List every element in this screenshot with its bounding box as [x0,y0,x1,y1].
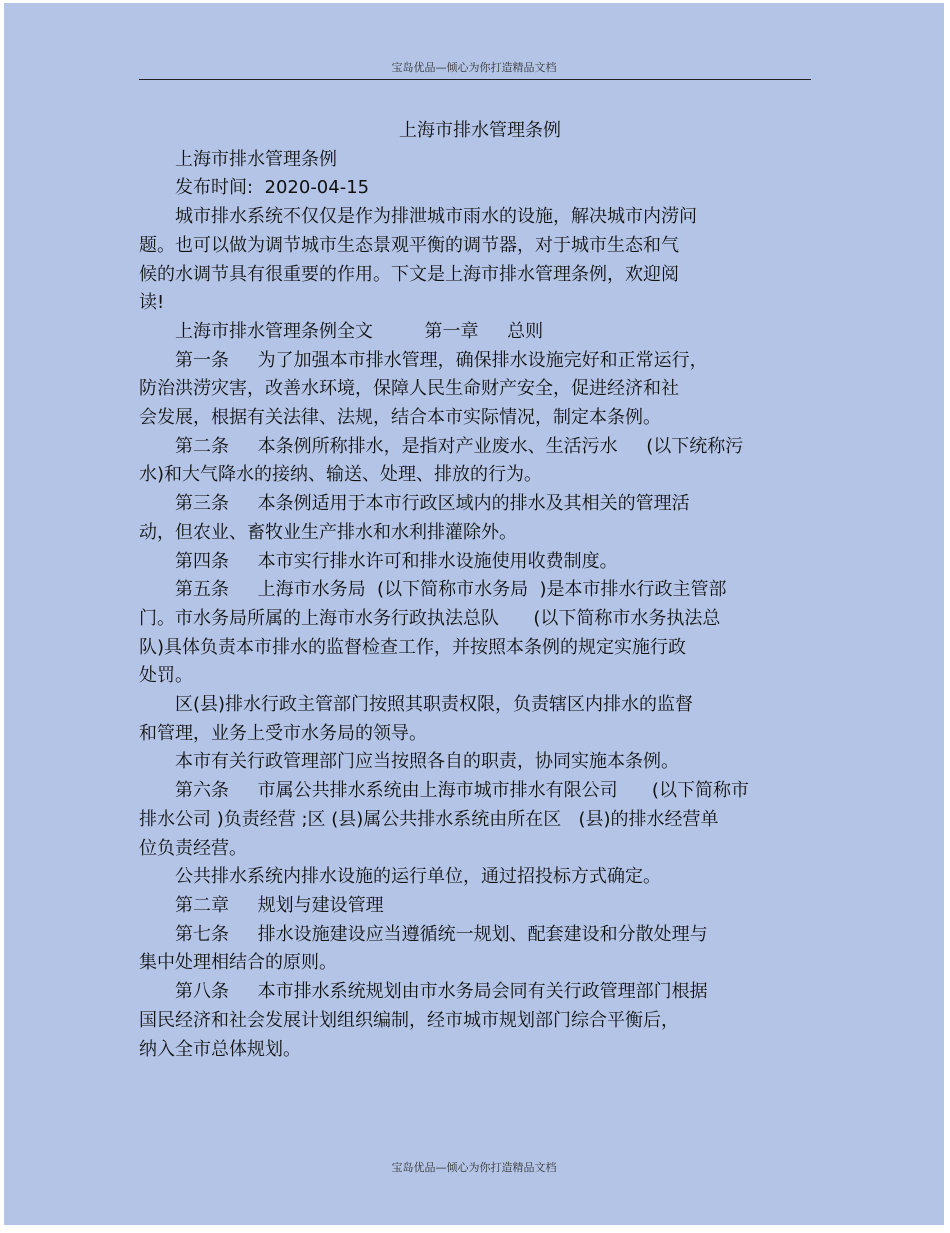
document-line: 第四条 本市实行排水许可和排水设施使用收费制度。 [175,550,618,572]
document-line: 门。市水务局所属的上海市水务行政执法总队 (以下简称市水务执法总 [139,607,721,629]
document-line: 城市排水系统不仅仅是作为排泄城市雨水的设施，解决城市内涝问 [175,206,697,228]
document-line: 动，但农业、畜牧业生产排水和水利排灌除外。 [139,521,517,543]
document-lines [139,146,811,1065]
document-line: 发布时间: 2020-04-15 [175,177,370,199]
document-line: 第八条 本市排水系统规划由市水务局会同有关行政管理部门根据 [175,981,708,1003]
document-line: 第七条 排水设施建设应当遵循统一规划、配套建设和分散处理与 [175,923,708,945]
document-line: 第二条 本条例所称排水，是指对产业废水、生活污水 (以下统称污 [175,435,744,457]
document-line: 第六条 市属公共排水系统由上海市城市排水有限公司 (以下简称市 [175,780,749,802]
document-line: 第五条 上海市水务局 (以下简称市水务局 )是本市排水行政主管部 [175,579,727,601]
document-line: 区(县)排水行政主管部门按照其职责权限，负责辖区内排水的监督 [175,694,694,716]
document-line: 本市有关行政管理部门应当按照各自的职责，协同实施本条例。 [175,751,679,773]
document-line: 防治洪涝灾害，改善水环境，保障人民生命财产安全，促进经济和社 [139,378,679,400]
document-line: 上海市排水管理条例全文 第一章 总则 [175,320,544,342]
document-page [4,3,944,1225]
document-line: 处罚。 [139,665,193,687]
document-line: 水)和大气降水的接纳、输送、处理、排放的行为。 [139,464,543,486]
document-line: 题。也可以做为调节城市生态景观平衡的调节器，对于城市生态和气 [139,234,679,256]
document-line: 第三条 本条例适用于本市行政区域内的排水及其相关的管理活 [175,493,690,515]
document-body [139,117,811,1064]
header-divider [139,79,811,80]
document-line: 公共排水系统内排水设施的运行单位，通过招投标方式确定。 [175,866,661,888]
document-line: 读! [139,292,165,314]
document-line: 纳入全市总体规划。 [139,1038,301,1060]
page-footer: 宝岛优品—倾心为你打造精品文档 [391,1161,557,1174]
page-header: 宝岛优品—倾心为你打造精品文档 [391,61,557,74]
document-line: 队)具体负责本市排水的监督检查工作，并按照本条例的规定实施行政 [139,636,687,658]
document-line: 候的水调节具有很重要的作用。下文是上海市排水管理条例，欢迎阅 [139,263,679,285]
document-line: 国民经济和社会发展计划组织编制，经市城市规划部门综合平衡后， [139,1009,679,1031]
document-line: 排水公司 )负责经营 ;区 (县)属公共排水系统由所在区 (县)的排水经营单 [139,808,719,830]
document-line: 会发展，根据有关法律、法规，结合本市实际情况，制定本条例。 [139,407,661,429]
document-line: 集中处理相结合的原则。 [139,952,337,974]
document-line: 和管理，业务上受市水务局的领导。 [139,722,427,744]
document-line: 位负责经营。 [139,837,247,859]
document-line: 上海市排水管理条例 [175,148,337,170]
document-title: 上海市排水管理条例 [399,120,561,141]
document-line: 第一条 为了加强本市排水管理，确保排水设施完好和正常运行， [175,349,708,371]
document-line: 第二章 规划与建设管理 [175,894,384,916]
